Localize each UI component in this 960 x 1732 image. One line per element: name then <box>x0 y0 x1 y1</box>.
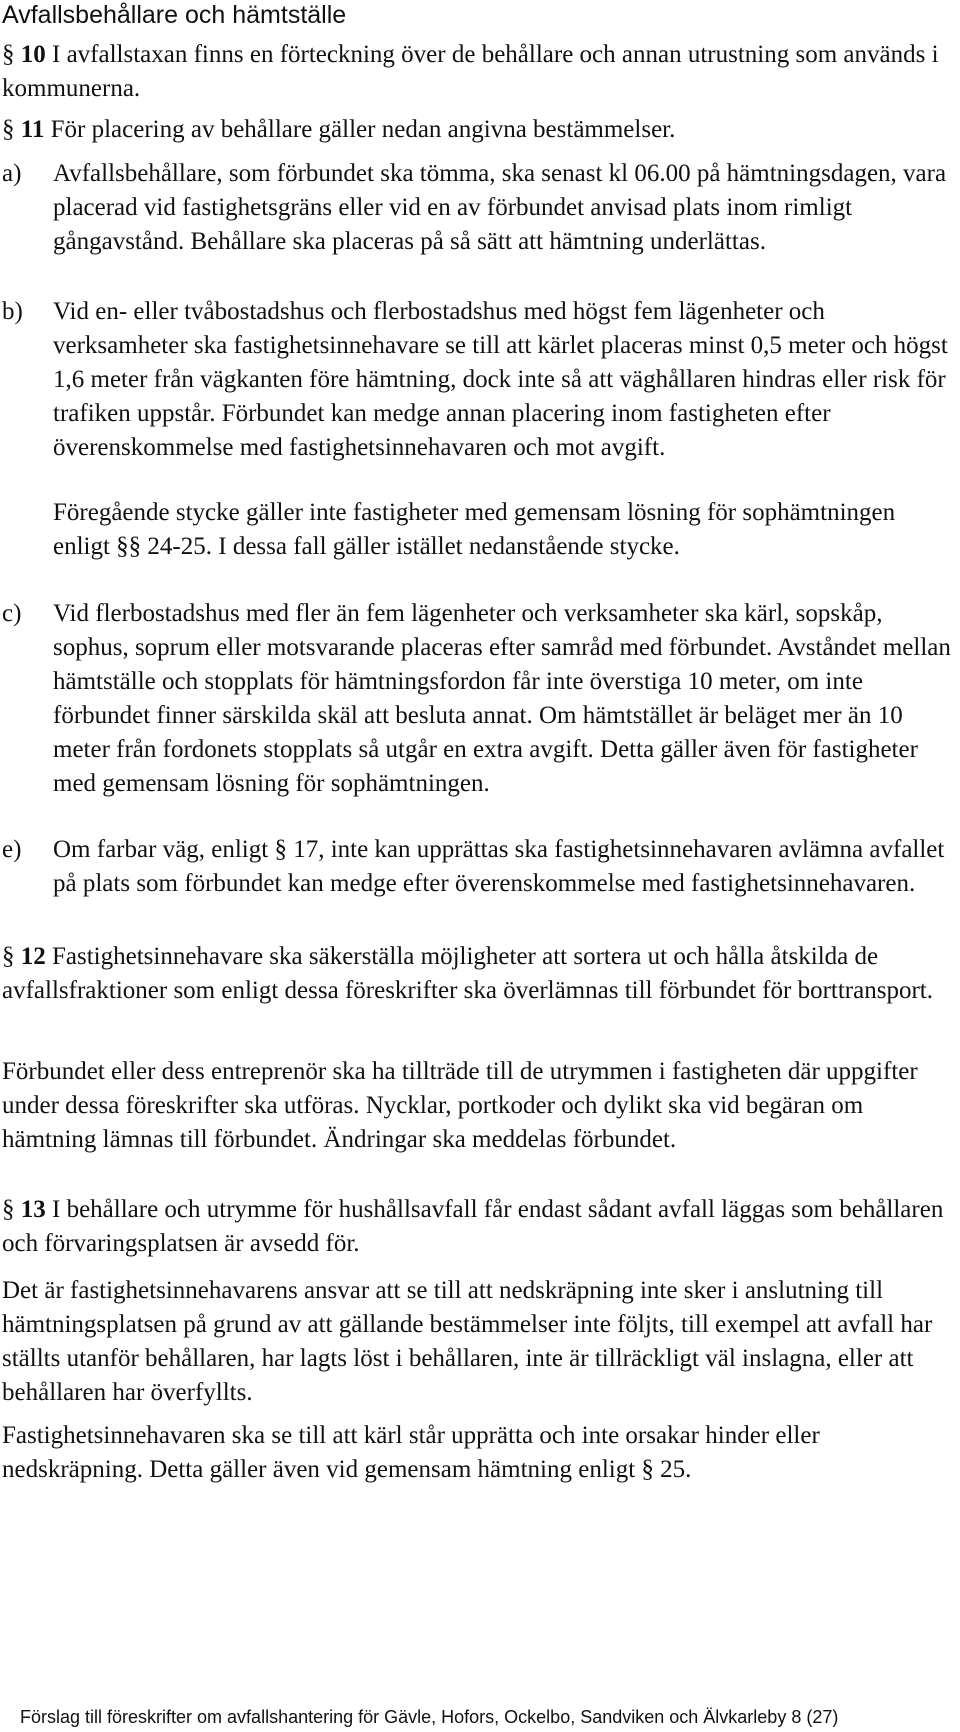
section-sign: § <box>2 943 15 970</box>
section-sign: § <box>2 1196 15 1223</box>
section-number: 13 <box>20 1196 46 1223</box>
list-item-b <box>2 295 952 465</box>
page-footer: Förslag till föreskrifter om avfallshantering för Gävle, Hofors, Ockelbo, Sandviken och Älvkarleby 8 (27) <box>20 1707 839 1727</box>
section-text: För placering av behållare gäller nedan angivna bestämmelser. <box>44 116 676 143</box>
section-10 <box>2 38 952 106</box>
item-text: Föregående stycke gäller inte fastigheter med gemensam lösning för sophämtningen enligt §§ 24-25. I dessa fall gäller istället nedanstående stycke. <box>53 499 896 560</box>
item-text: Om farbar väg, enligt § 17, inte kan upprättas ska fastighetsinnehavaren avlämna avfallet på plats som förbundet kan medge efter överenskommelse med fastighetsinnehavaren. <box>53 836 945 897</box>
list-item-c <box>2 597 952 801</box>
section-sign: § <box>2 116 15 143</box>
list-item-e <box>2 833 952 901</box>
section-text: I avfallstaxan finns en förteckning över de behållare och annan utrustning som används i kommunerna. <box>2 41 939 102</box>
section-number: 11 <box>20 116 45 143</box>
section-sign: § <box>2 41 15 68</box>
item-text: Vid en- eller tvåbostadshus och flerbostadshus med högst fem lägenheter och verksamheter ska fastighetsinnehavare se till att kärlet placeras minst 0,5 meter och högst 1,6 meter från vägkanten före hämtning, dock inte så att väghållaren hindras eller risk för trafiken uppstår. Förbundet kan medge annan placering inom fastigheten efter överenskommelse med fastighetsinnehavaren och mot avgift. <box>53 298 948 461</box>
item-text: Avfallsbehållare, som förbundet ska tömma, ska senast kl 06.00 på hämtningsdagen, vara placerad vid fastighetsgräns eller vid en av förbundet anvisad plats inom rimligt gångavstånd. Behållare ska placeras på så sätt att hämtning underlättas. <box>53 160 947 255</box>
item-label: b) <box>2 298 23 325</box>
paragraph-upright: Fastighetsinnehavaren ska se till att kärl står upprätta och inte orsakar hinder eller nedskräpning. Detta gäller även vid gemensam hämtning enligt § 25. <box>2 1422 820 1483</box>
footer-divider <box>0 1699 960 1700</box>
list-item-b-continuation <box>2 496 952 564</box>
section-13 <box>2 1193 952 1261</box>
item-label: c) <box>2 600 22 627</box>
item-label: a) <box>2 160 22 187</box>
section-text: Fastighetsinnehavare ska säkerställa möjligheter att sortera ut och hålla åtskilda de avfallsfraktioner som enligt dessa föreskrifter ska överlämnas till förbundet för borttransport. <box>2 943 933 1004</box>
section-11 <box>2 113 952 147</box>
section-number: 12 <box>20 943 46 970</box>
section-text: I behållare och utrymme för hushållsavfall får endast sådant avfall läggas som behållaren och förvaringsplatsen är avsedd för. <box>2 1196 944 1257</box>
item-label: e) <box>2 836 22 863</box>
section-12 <box>2 940 952 1008</box>
paragraph-littering: Det är fastighetsinnehavarens ansvar att se till att nedskräpning inte sker i anslutning till hämtningsplatsen på grund av att gällande bestämmelser inte följts, till exempel att avfall har ställts utanför behållaren, har lagts löst i behållaren, inte är tillräckligt väl inslagna, eller att behållaren har överfyllts. <box>2 1277 933 1406</box>
section-number: 10 <box>20 41 46 68</box>
list-item-a <box>2 157 952 259</box>
item-text: Vid flerbostadshus med fler än fem lägenheter och verksamheter ska kärl, sopskåp, sophus, soprum eller motsvarande placeras efter samråd med förbundet. Avståndet mellan hämtställe och stopplats för hämtningsfordon får inte överstiga 10 meter, om inte förbundet finner särskilda skäl att besluta annat. Om hämtstället är beläget mer än 10 meter från fordonets stopplats så utgår en extra avgift. Detta gäller även för fastigheter med gemensam lösning för sophämtningen. <box>53 600 951 797</box>
paragraph-access: Förbundet eller dess entreprenör ska ha tillträde till de utrymmen i fastigheten där uppgifter under dessa föreskrifter ska utföras. Nycklar, portkoder och dylikt ska vid begäran om hämtning lämnas till förbundet. Ändringar ska meddelas förbundet. <box>2 1058 918 1153</box>
page-heading: Avfallsbehållare och hämtställe <box>2 1 347 29</box>
